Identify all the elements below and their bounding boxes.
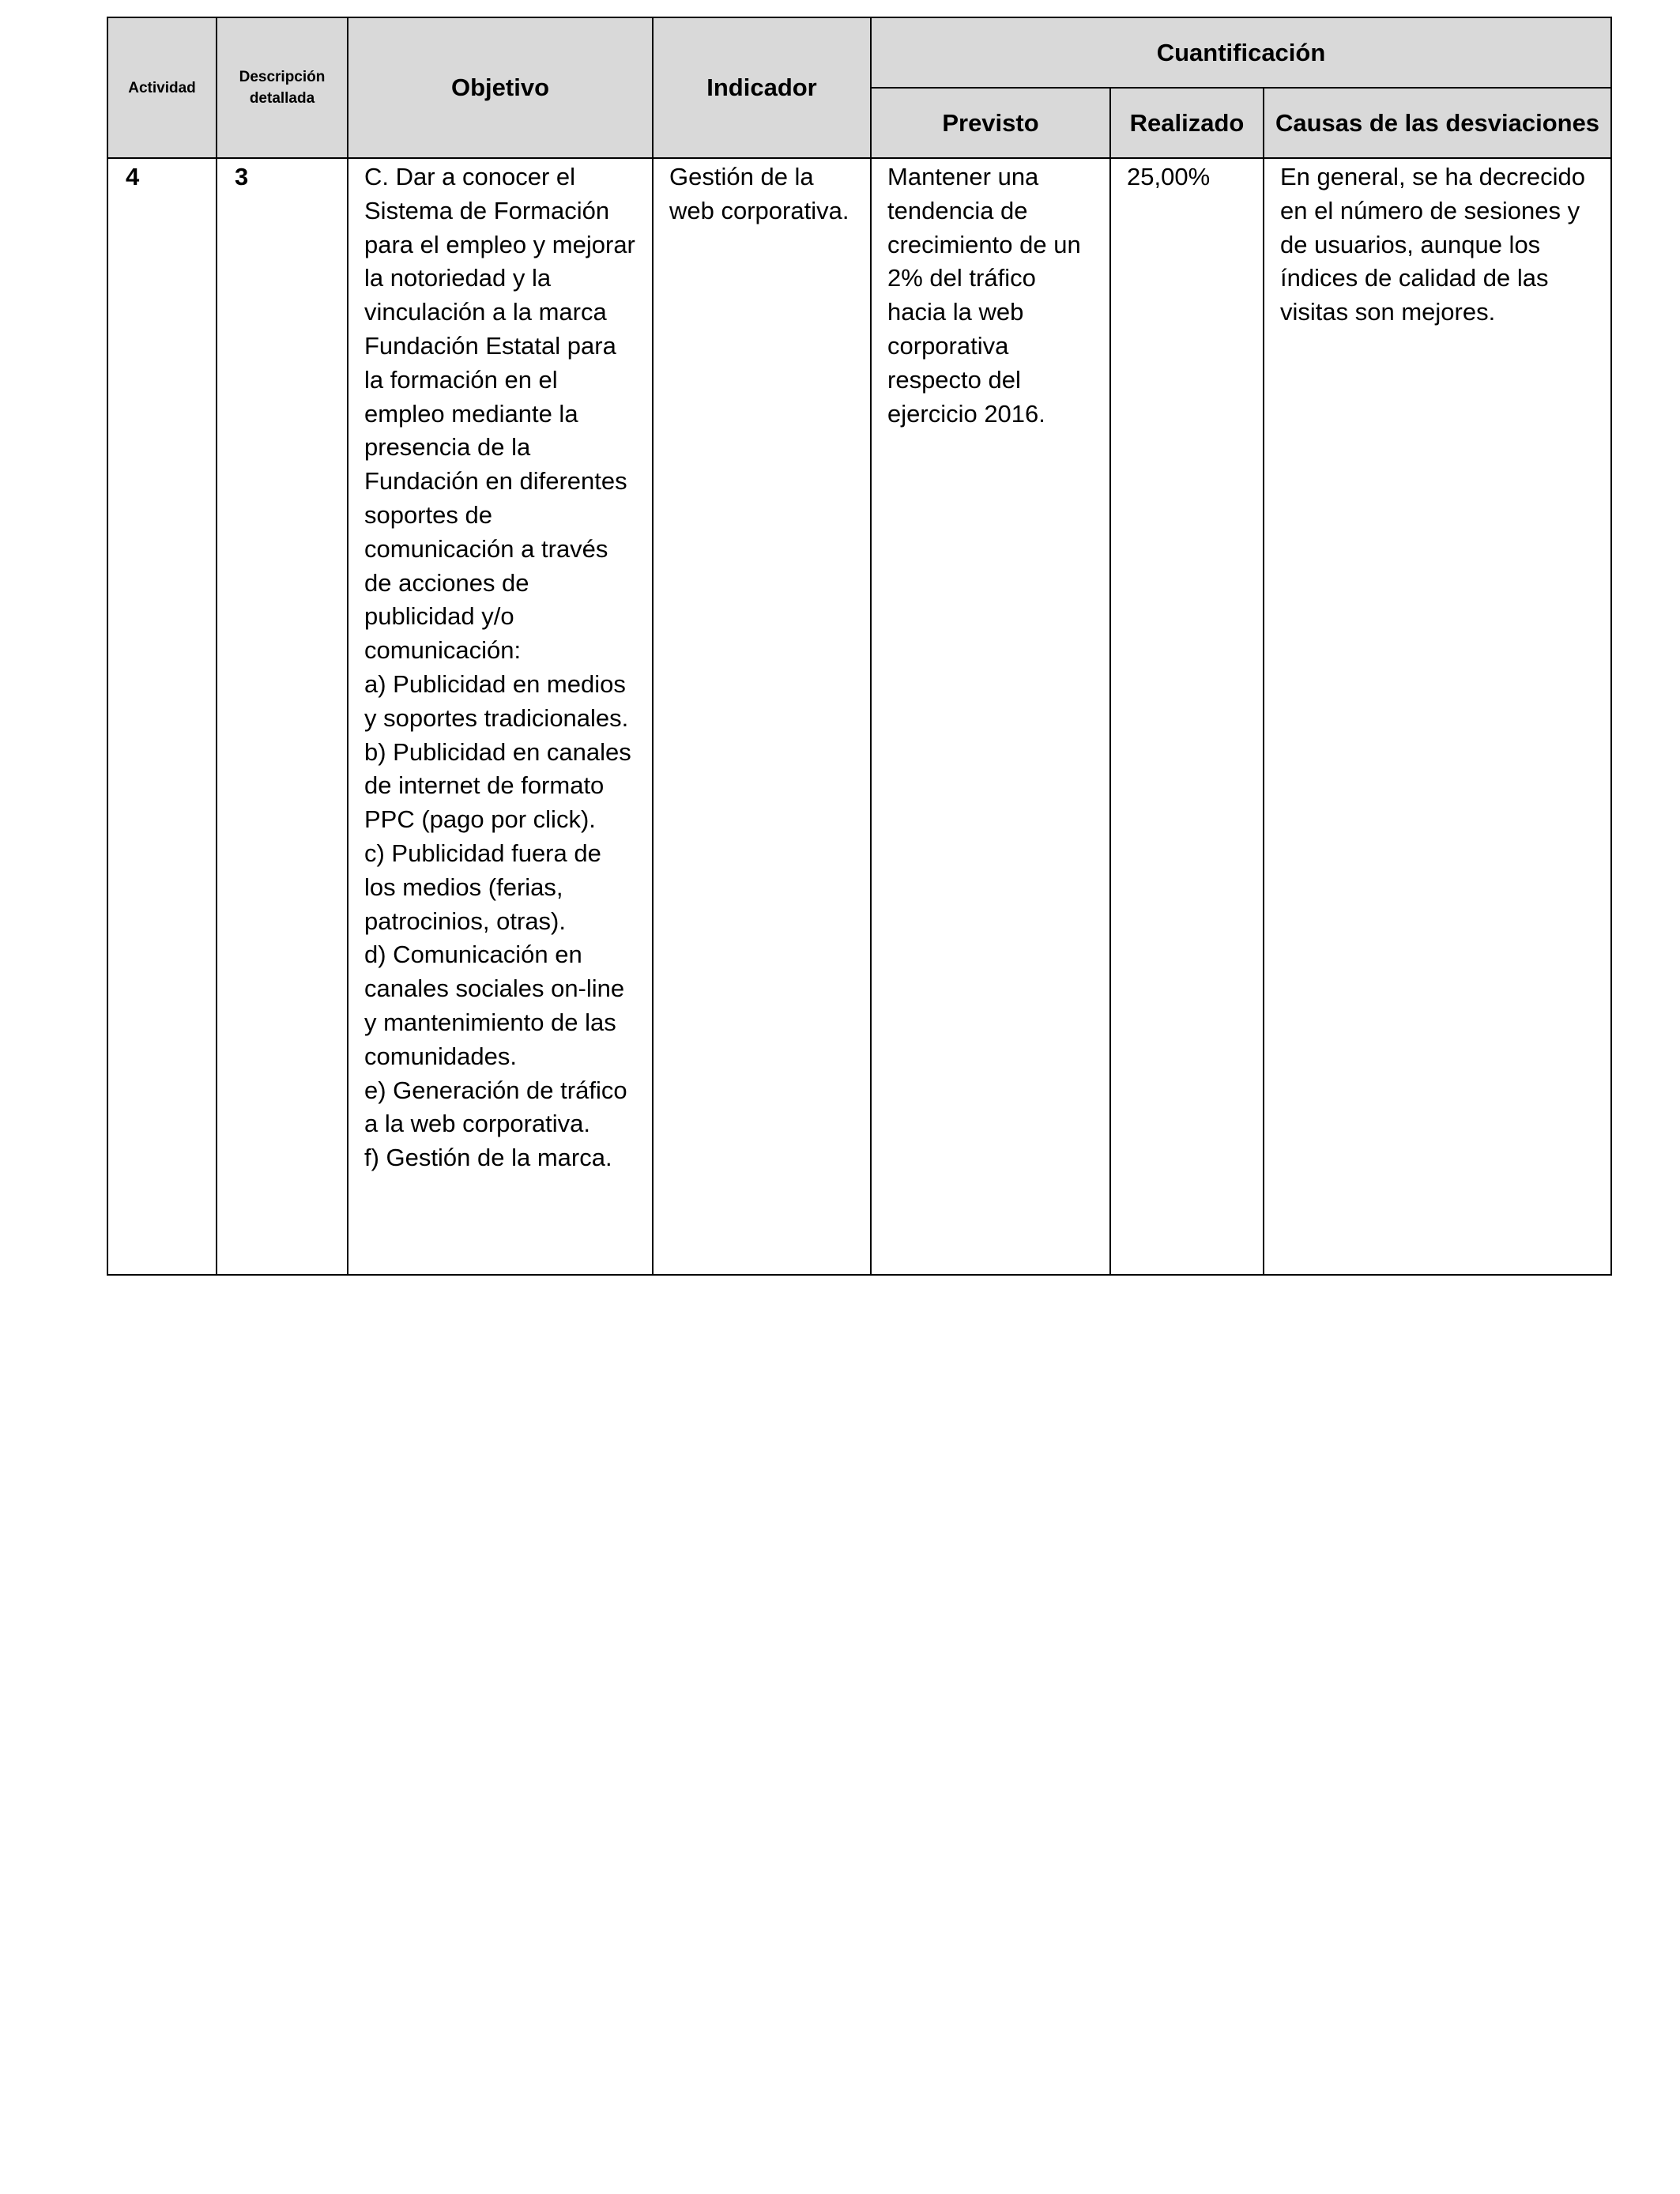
cell-previsto: Mantener una tendencia de crecimiento de un 2% del tráfico hacia la web corporativa respecto del ejercicio 2016. [871, 158, 1110, 1275]
cell-realizado: 25,00% [1110, 158, 1264, 1275]
table-row [107, 158, 1611, 1275]
header-causas: Causas de las desviaciones [1264, 88, 1611, 158]
objetivo-item-d: d) Comunicación en canales sociales on-line y mantenimiento de las comunidades. [364, 941, 625, 1070]
header-realizado: Realizado [1110, 88, 1264, 158]
header-previsto: Previsto [871, 88, 1110, 158]
objetivo-item-b: b) Publicidad en canales de internet de formato PPC (pago por click). [364, 737, 631, 834]
cell-objetivo [348, 158, 653, 1275]
cell-causas: En general, se ha decrecido en el número de sesiones y de usuarios, aunque los índices de calidad de las visitas son mejores. [1264, 158, 1611, 1275]
quantification-table [107, 17, 1612, 1276]
cell-indicador: Gestión de la web corporativa. [653, 158, 871, 1275]
objetivo-item-c: c) Publicidad fuera de los medios (ferias, patrocinios, otras). [364, 839, 601, 935]
cell-descripcion: 3 [217, 158, 348, 1275]
header-objetivo: Objetivo [348, 17, 653, 158]
objetivo-item-f: f) Gestión de la marca. [364, 1144, 612, 1172]
header-actividad: Actividad [107, 17, 217, 158]
header-cuantificacion: Cuantificación [871, 17, 1611, 88]
header-descripcion: Descripción detallada [217, 17, 348, 158]
cell-actividad: 4 [107, 158, 217, 1275]
objetivo-item-e: e) Generación de tráfico a la web corporativa. [364, 1076, 627, 1138]
header-indicador: Indicador [653, 17, 871, 158]
objetivo-intro: C. Dar a conocer el Sistema de Formación para el empleo y mejorar la notoriedad y la vinculación a la marca Fundación Estatal para la formación en el empleo mediante la presencia de la Fundación en diferentes soportes de comunicación a través de acciones de publicidad y/o comunicación: [364, 163, 635, 665]
header-row [107, 17, 1611, 88]
objetivo-item-a: a) Publicidad en medios y soportes tradicionales. [364, 669, 629, 732]
